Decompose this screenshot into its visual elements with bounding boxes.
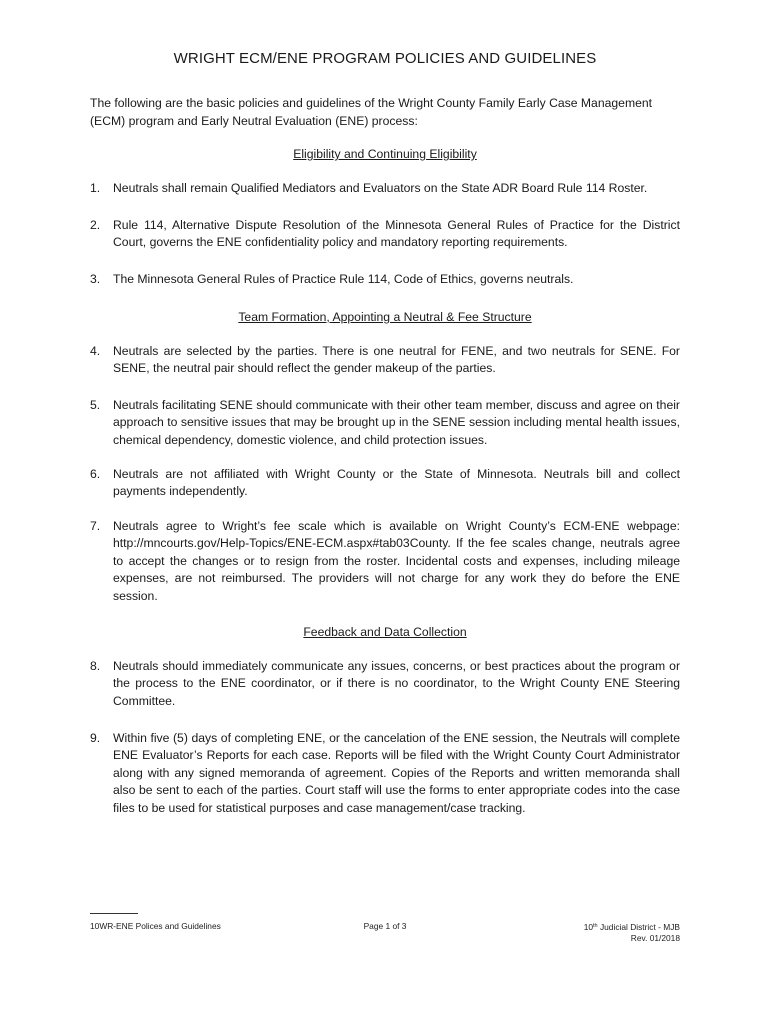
item-number: 5. [90,398,101,412]
item-text: Neutrals agree to Wright’s fee scale which is available on Wright County’s ECM-ENE webpage: http://mncourts.gov/Help-Topics/ENE-ECM.aspx#tab03County. If the fee scales change, neutrals agree to accept the changes or to resign from the roster. Incidental costs and expenses, including mileage expenses, are not reimbursed. The providers will not charge for any work they do before the ENE session. [113,519,680,603]
list-item [90,180,680,197]
item-text: Neutrals are selected by the parties. There is one neutral for FENE, and two neutrals for SENE. For SENE, the neutral pair should reflect the gender makeup of the parties. [113,344,680,376]
list-item [90,217,680,252]
item-text: Within five (5) days of completing ENE, or the cancelation of the ENE session, the Neutrals will complete ENE Evaluator’s Reports for each case. Reports will be filed with the Wright County Court Administrator along with any signed memoranda of agreement. Copies of the Reports and written memoranda shall also be sent to each of the parties. Court staff will use the forms to enter appropriate codes into the case files to be used for statistical purposes and case management/case tracking. [113,731,680,815]
list-item [90,658,680,710]
item-number: 4. [90,344,101,358]
intro-paragraph: The following are the basic policies and guidelines of the Wright County Family Early Case Management (ECM) program and Early Neutral Evaluation (ENE) process: [90,96,653,128]
item-number: 2. [90,218,101,232]
item-number: 7. [90,519,101,533]
list-item [90,518,680,605]
item-text: Neutrals facilitating SENE should communicate with their other team member, discuss and agree on their approach to sensitive issues that may be brought up in the SENE session including mental health issues, chemical dependency, domestic violence, and child protection issues. [113,398,680,447]
list-item [90,397,680,449]
item-number: 8. [90,659,101,673]
list-item [90,730,680,817]
footer-page-number: Page 1 of 3 [363,921,407,931]
district-ordinal-suffix: th [593,923,598,929]
item-number: 9. [90,731,101,745]
section-heading-feedback: Feedback and Data Collection [303,625,467,639]
district-number: 10 [583,922,594,932]
section-heading-eligibility: Eligibility and Continuing Eligibility [293,147,477,161]
list-item [90,271,680,288]
item-text: Neutrals are not affiliated with Wright County or the State of Minnesota. Neutrals bill and collect payments independently. [113,467,680,499]
item-text: Rule 114, Alternative Dispute Resolution of the Minnesota General Rules of Practice for the District Court, governs the ENE confidentiality policy and mandatory reporting requirements. [113,218,680,250]
district-name: Judicial District - MJB [597,922,680,932]
item-text: The Minnesota General Rules of Practice Rule 114, Code of Ethics, governs neutrals. [113,272,574,286]
footer-rule [90,913,138,914]
footer-document-name: 10WR-ENE Polices and Guidelines [90,921,221,931]
item-number: 1. [90,181,101,195]
footer-district [584,921,680,944]
item-text: Neutrals shall remain Qualified Mediators and Evaluators on the State ADR Board Rule 114 Roster. [113,181,648,195]
item-text: Neutrals should immediately communicate any issues, concerns, or best practices about the program or the process to the ENE coordinator, or if there is no coordinator, to the Wright County ENE Steering Committee. [113,659,680,708]
item-number: 3. [90,272,101,286]
section-heading-team-formation: Team Formation, Appointing a Neutral & Fee Structure [238,310,532,324]
item-number: 6. [90,467,101,481]
footer-district-line [584,921,680,933]
list-item [90,343,680,378]
footer-revision: Rev. 01/2018 [630,933,680,943]
list-item [90,466,680,501]
document-title: WRIGHT ECM/ENE PROGRAM POLICIES AND GUIDELINES [173,50,597,67]
